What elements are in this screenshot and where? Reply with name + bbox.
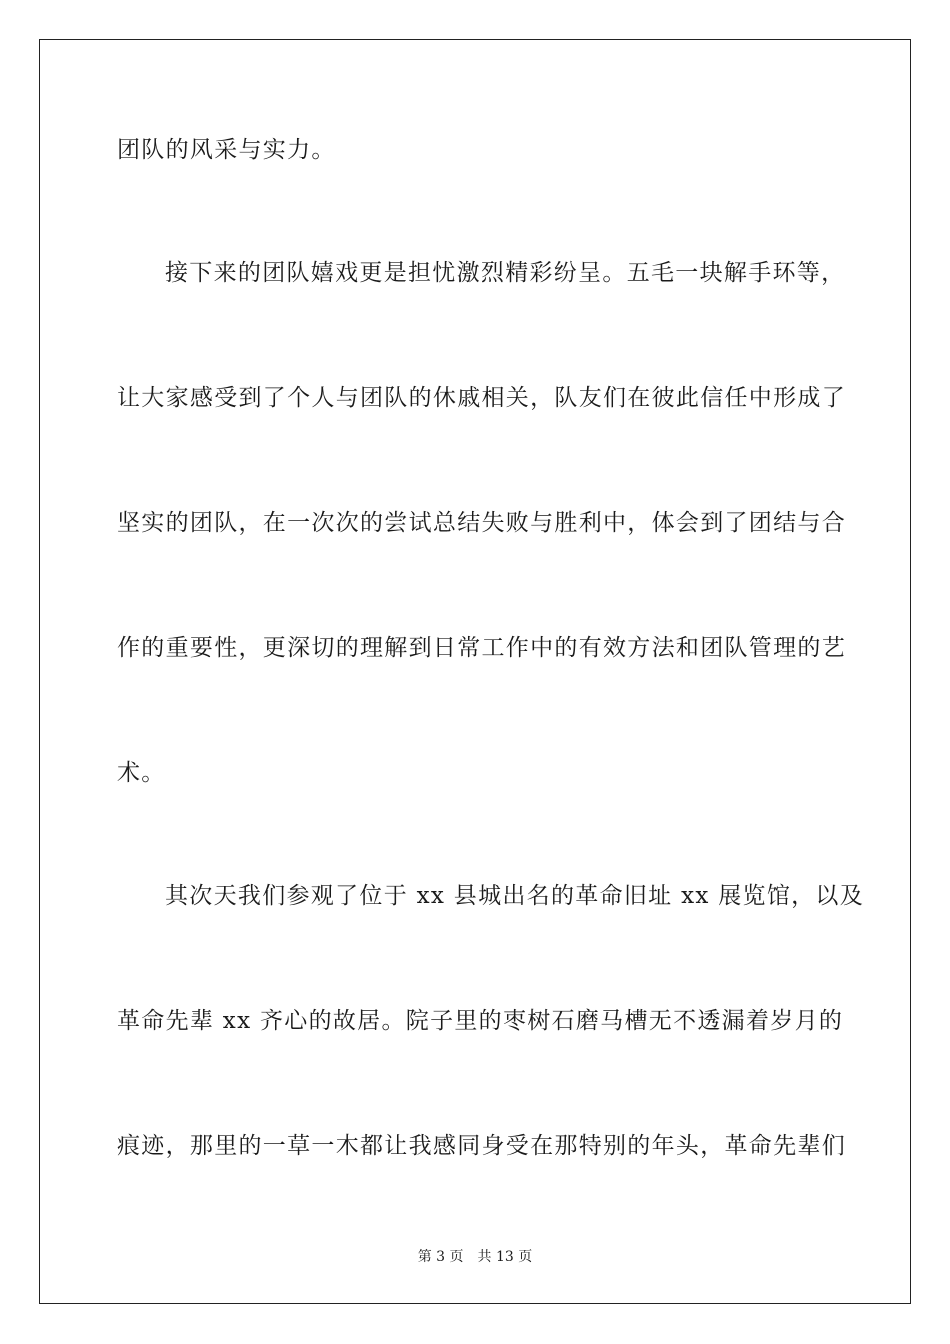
text-line-1: 团队的风采与实力。 [117,137,336,163]
text-line-8: 革命先辈 xx 齐心的故居。院子里的枣树石磨马槽无不透漏着岁月的 [117,1008,844,1034]
text-line-9: 痕迹，那里的一草一木都让我感同身受在那特别的年头，革命先辈们 [117,1133,846,1159]
page-total: 共 13 页 [477,1249,533,1265]
page-frame [39,39,911,1304]
text-line-2: 接下来的团队嬉戏更是担忧激烈精彩纷呈。五毛一块解手环等， [165,260,846,286]
text-line-7: 其次天我们参观了位于 xx 县城出名的革命旧址 xx 展览馆，以及 [165,883,865,909]
page-number: 第 3 页 [417,1249,464,1265]
page-footer [0,1248,950,1266]
text-line-5: 作的重要性，更深切的理解到日常工作中的有效方法和团队管理的艺 [117,635,846,661]
text-line-4: 坚实的团队，在一次次的尝试总结失败与胜利中，体会到了团结与合 [117,510,846,536]
text-line-6: 术。 [117,760,166,786]
text-line-3: 让大家感受到了个人与团队的休戚相关，队友们在彼此信任中形成了 [117,385,846,411]
